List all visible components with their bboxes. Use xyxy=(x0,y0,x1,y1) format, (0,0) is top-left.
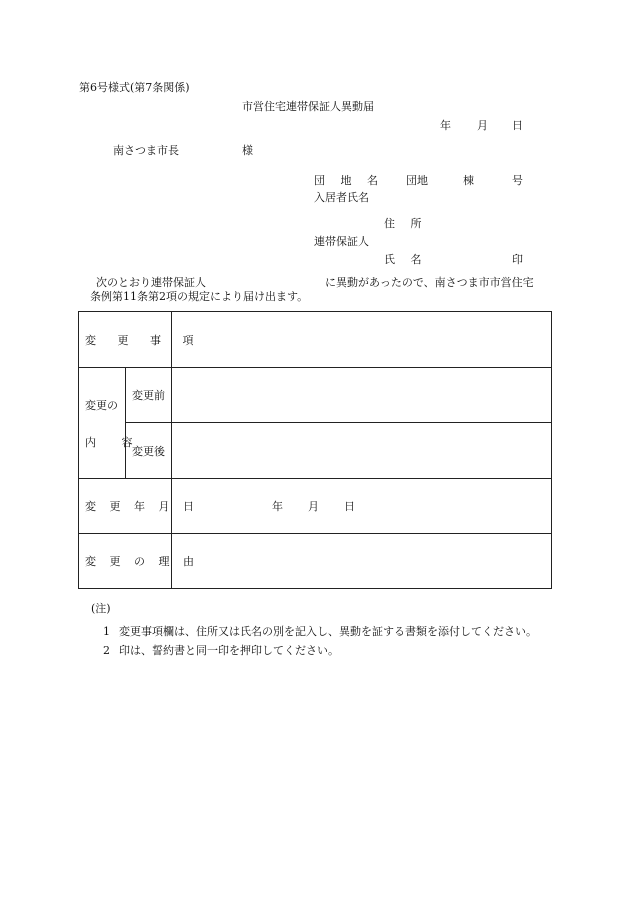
change-before-row xyxy=(79,368,552,423)
guarantor-address-label: 住 所 xyxy=(384,217,428,230)
addressee-honorific: 様 xyxy=(242,144,253,157)
change-form-table xyxy=(78,311,552,589)
unit-suffix: 号 xyxy=(512,174,523,187)
body-line-1a: 次のとおり連帯保証人 xyxy=(96,276,206,289)
seal-mark: 印 xyxy=(512,253,523,266)
change-date-year: 年 xyxy=(272,500,283,513)
note-2-text: 印は、誓約書と同一印を押印してください。 xyxy=(119,644,339,657)
notes-header: (注) xyxy=(91,602,111,615)
body-line-1b: に異動があったので、南さつま市市営住宅 xyxy=(325,276,534,289)
building-suffix: 棟 xyxy=(463,174,474,187)
note-2-number: 2 xyxy=(103,644,110,657)
body-line-2: 条例第11条第2項の規定により届け出ます。 xyxy=(90,290,309,303)
change-date-field[interactable] xyxy=(172,479,552,534)
date-month: 月 xyxy=(477,119,488,132)
change-reason-row xyxy=(79,534,552,589)
guarantor-group-label: 連帯保証人 xyxy=(314,235,369,248)
before-label: 変更前 xyxy=(126,368,172,423)
change-content-label: 変更の 内 容 xyxy=(79,368,126,479)
change-date-label: 変 更 年 月 日 xyxy=(79,479,172,534)
change-item-row xyxy=(79,312,552,368)
date-day: 日 xyxy=(512,119,523,132)
note-1-text: 変更事項欄は、住所又は氏名の別を記入し、異動を証する書類を添付してください。 xyxy=(119,625,537,638)
change-after-row xyxy=(79,423,552,479)
addressee-name: 南さつま市長 xyxy=(113,144,179,157)
change-date-day: 日 xyxy=(344,500,355,513)
change-item-field[interactable] xyxy=(172,312,552,368)
after-label: 変更後 xyxy=(126,423,172,479)
guarantor-name-label: 氏 名 xyxy=(384,253,428,266)
note-1-number: 1 xyxy=(103,625,110,638)
change-reason-label: 変 更 の 理 由 xyxy=(79,534,172,589)
complex-suffix: 団地 xyxy=(406,174,428,187)
after-field[interactable] xyxy=(172,423,552,479)
form-title: 市営住宅連帯保証人異動届 xyxy=(242,100,374,113)
form-number: 第6号様式(第7条関係) xyxy=(79,81,190,94)
date-year: 年 xyxy=(440,119,451,132)
change-date-row xyxy=(79,479,552,534)
before-field[interactable] xyxy=(172,368,552,423)
resident-name-label: 入居者氏名 xyxy=(314,191,369,204)
change-date-month: 月 xyxy=(308,500,319,513)
change-item-label: 変 更 事 項 xyxy=(79,312,172,368)
change-reason-field[interactable] xyxy=(172,534,552,589)
complex-name-label: 団 地 名 xyxy=(314,174,384,187)
